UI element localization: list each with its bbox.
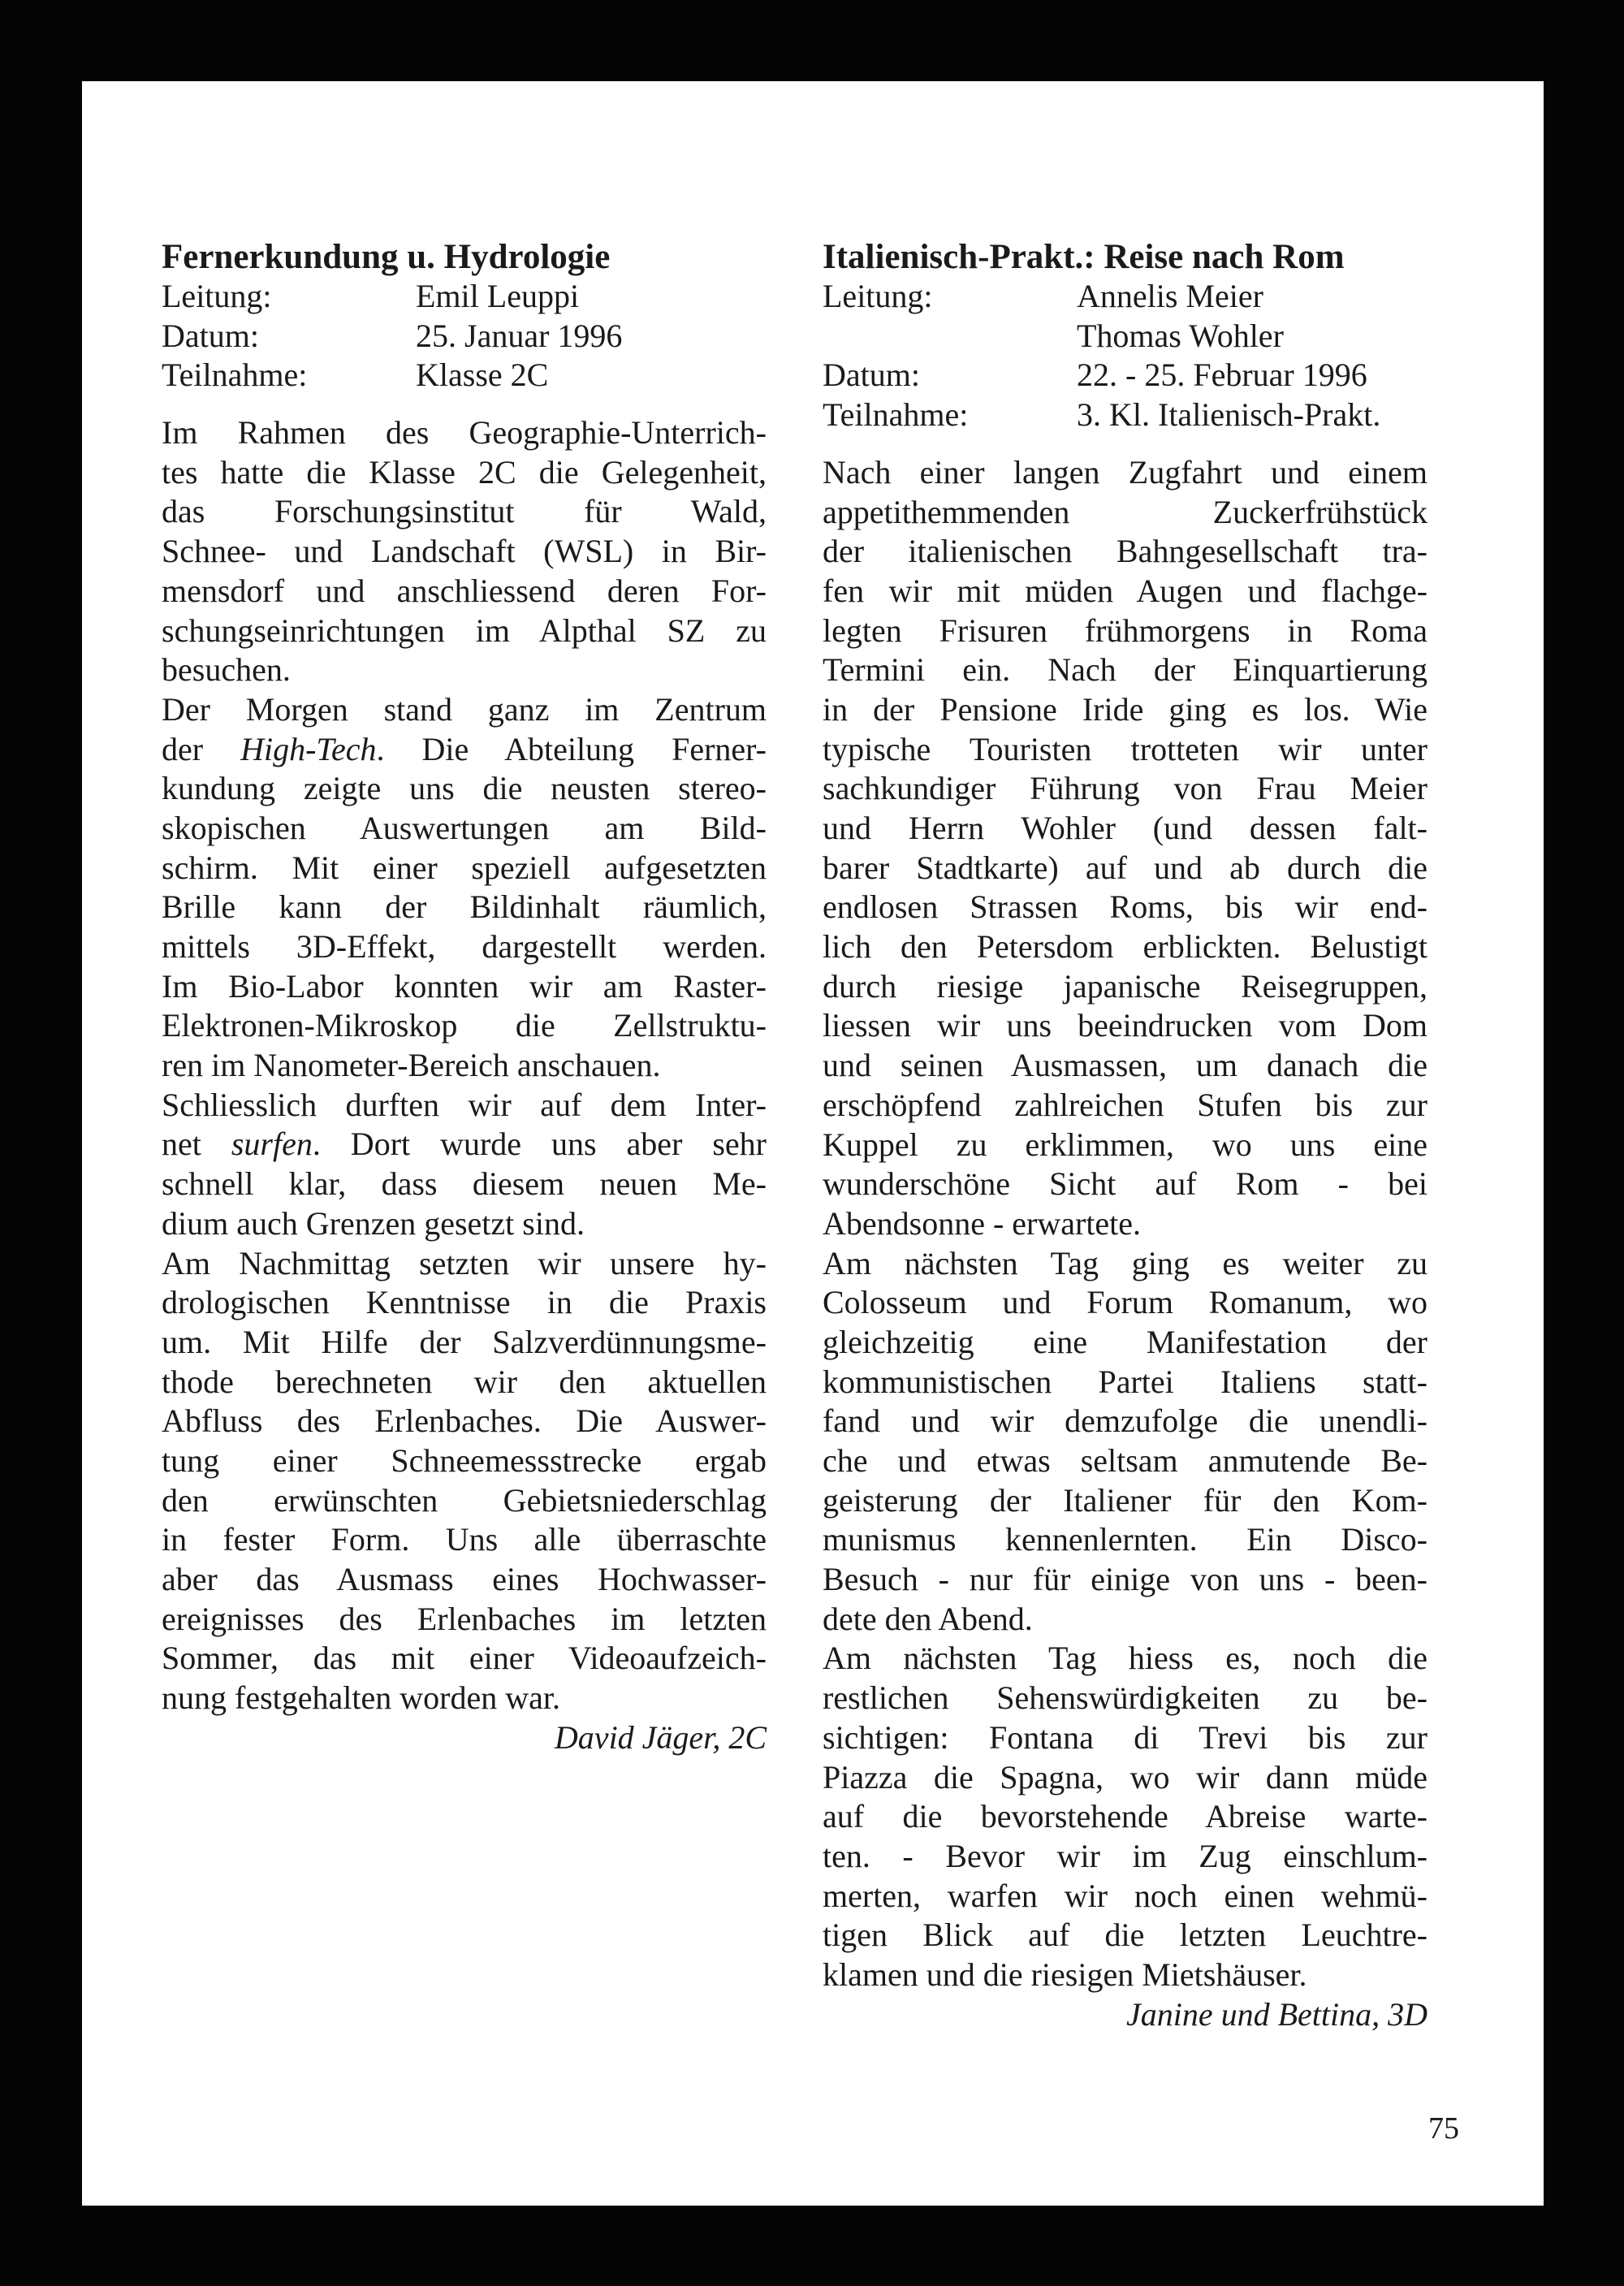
text-line: und Herrn Wohler (und dessen falt- [823,810,1427,846]
text-line: erschöpfend zahlreichen Stufen bis zur [823,1086,1427,1123]
text-line: besuchen. [162,651,291,689]
text-line: das Forschungsinstitut für Wald, [162,493,767,530]
text-line: lich den Petersdom erblickten. Belustigt [823,928,1427,966]
meta-label-leitung: Leitung: [823,278,933,314]
text-line: schungseinrichtungen im Alpthal SZ zu [162,611,767,649]
text-line: nung festgehalten worden war. [162,1679,560,1717]
meta-label-datum: Datum: [162,317,259,354]
article-author: David Jäger, 2C [554,1718,767,1756]
text-line: net surfen. Dort wurde uns aber sehr [162,1126,767,1163]
article-title: Italienisch-Prakt.: Reise nach Rom [823,238,1345,276]
meta-value-teilnahme: 3. Kl. Italienisch-Prakt. [1077,396,1381,434]
text-line: Schnee- und Landschaft (WSL) in Bir- [162,533,767,570]
text-line: geisterung der Italiener für den Kom- [823,1481,1427,1519]
text-line: Termini ein. Nach der Einquartierung [823,651,1427,689]
text-line: und seinen Ausmassen, um danach die [823,1047,1427,1084]
article-body [162,413,767,1718]
text-line: tes hatte die Klasse 2C die Gelegenheit, [162,453,767,490]
text-line: der High-Tech. Die Abteilung Ferner- [162,730,767,767]
text-line: Der Morgen stand ganz im Zentrum [162,690,767,728]
text-line: che und etwas seltsam anmutende Be- [823,1442,1427,1479]
meta-value-leitung: Annelis Meier [1077,278,1263,314]
page-number: 75 [1428,2111,1459,2146]
text-line: sichtigen: Fontana di Trevi bis zur [823,1718,1427,1756]
meta-label-teilnahme: Teilnahme: [823,396,969,434]
meta-value-datum: 25. Januar 1996 [416,317,623,354]
article-fernerkundung [162,237,767,1757]
text-line: ten. - Bevor wir im Zug einschlum- [823,1837,1427,1874]
article-meta [823,277,1427,435]
text-line: Sommer, das mit einer Videoaufzeich- [162,1640,767,1677]
meta-label-datum: Datum: [823,357,920,394]
text-line: kommunistischen Partei Italiens statt- [823,1363,1427,1400]
text-line: sachkundiger Führung von Frau Meier [823,770,1427,807]
text-line: der italienischen Bahngesellschaft tra- [823,533,1427,570]
text-line: in fester Form. Uns alle überraschte [162,1521,767,1558]
text-line: Am Nachmittag setzten wir unsere hy- [162,1244,767,1281]
text-line: tung einer Schneemessstrecke ergab [162,1441,767,1479]
text-line: endlosen Strassen Roms, bis wir end- [823,888,1427,926]
text-line: legten Frisuren frühmorgens in Roma [823,611,1427,649]
text-line: Nach einer langen Zugfahrt und einem [823,453,1427,490]
text-line: aber das Ausmass eines Hochwasser- [162,1561,767,1598]
text-line: Im Rahmen des Geographie-Unterrich- [162,414,767,452]
text-line: um. Mit Hilfe der Salzverdünnungsme- [162,1323,767,1360]
text-line: typische Touristen trotteten wir unter [823,730,1427,767]
meta-value-leitung: Emil Leuppi [416,278,580,314]
text-line: dete den Abend. [823,1600,1033,1637]
text-line: kundung zeigte uns die neusten stereo- [162,770,767,807]
text-line: munismus kennenlernten. Ein Disco- [823,1521,1427,1558]
text-line: appetithemmenden Zuckerfrühstück [823,493,1427,530]
meta-label-leitung: Leitung: [162,278,272,314]
text-line: restlichen Sehenswürdigkeiten zu be- [823,1679,1427,1717]
meta-value-datum: 22. - 25. Februar 1996 [1077,357,1367,394]
text-line: ereignisses des Erlenbaches im letzten [162,1600,767,1637]
text-line: durch riesige japanische Reisegruppen, [823,967,1427,1005]
text-line: schirm. Mit einer speziell aufgesetzten [162,849,767,886]
text-line: Brille kann der Bildinhalt räumlich, [162,888,767,926]
text-line: ren im Nanometer-Bereich anschauen. [162,1047,661,1084]
text-line: gleichzeitig eine Manifestation der [823,1323,1427,1360]
meta-label-empty [823,317,1077,357]
text-line: thode berechneten wir den aktuellen [162,1363,767,1400]
text-line: Piazza die Spagna, wo wir dann müde [823,1758,1427,1796]
text-line: Kuppel zu erklimmen, wo uns eine [823,1126,1427,1163]
text-line: den erwünschten Gebietsniederschlag [162,1481,767,1519]
text-line: drologischen Kenntnisse in die Praxis [162,1284,767,1321]
text-line: in der Pensione Iride ging es los. Wie [823,690,1427,728]
article-title: Fernerkundung u. Hydrologie [162,238,611,276]
article-body [823,453,1427,1995]
text-line: fen wir mit müden Augen und flachge- [823,572,1427,609]
meta-value-leitung-2: Thomas Wohler [1077,317,1284,354]
text-line: liessen wir uns beeindrucken vom Dom [823,1007,1427,1044]
text-line: dium auch Grenzen gesetzt sind. [162,1204,585,1242]
text-line: Am nächsten Tag hiess es, noch die [823,1640,1427,1677]
text-line: klamen und die riesigen Mietshäuser. [823,1955,1307,1993]
text-line: schnell klar, dass diesem neuen Me- [162,1165,767,1203]
text-line: skopischen Auswertungen am Bild- [162,809,767,846]
document-page [82,81,1544,2206]
text-line: mittels 3D-Effekt, dargestellt werden. [162,928,767,966]
text-line: mensdorf und anschliessend deren For- [162,572,767,609]
text-line: Elektronen-Mikroskop die Zellstruktu- [162,1007,767,1044]
text-line: merten, warfen wir noch einen wehmü- [823,1877,1427,1914]
article-meta [162,277,767,395]
article-author: Janine und Bettina, 3D [1125,1995,1427,2033]
emphasized-text: High-Tech [240,730,377,767]
text-line: tigen Blick auf die letzten Leuchtre- [823,1917,1427,1954]
text-line: auf die bevorstehende Abreise warte- [823,1798,1427,1835]
text-line: Am nächsten Tag ging es weiter zu [823,1244,1427,1281]
text-line: wunderschöne Sicht auf Rom - bei [823,1165,1427,1203]
meta-label-teilnahme: Teilnahme: [162,357,308,394]
article-reise-nach-rom [823,237,1427,2034]
text-line: Besuch - nur für einige von uns - been- [823,1561,1427,1598]
text-line: fand und wir demzufolge die unendli- [823,1402,1427,1440]
text-line: Colosseum und Forum Romanum, wo [823,1284,1427,1321]
text-line: barer Stadtkarte) auf und ab durch die [823,849,1427,886]
text-line: Im Bio-Labor konnten wir am Raster- [162,967,767,1005]
meta-value-teilnahme: Klasse 2C [416,357,549,394]
emphasized-text: surfen [231,1126,313,1163]
text-line: Abfluss des Erlenbaches. Die Auswer- [162,1402,767,1440]
text-line: Abendsonne - erwartete. [823,1204,1142,1242]
text-line: Schliesslich durften wir auf dem Inter- [162,1086,767,1123]
